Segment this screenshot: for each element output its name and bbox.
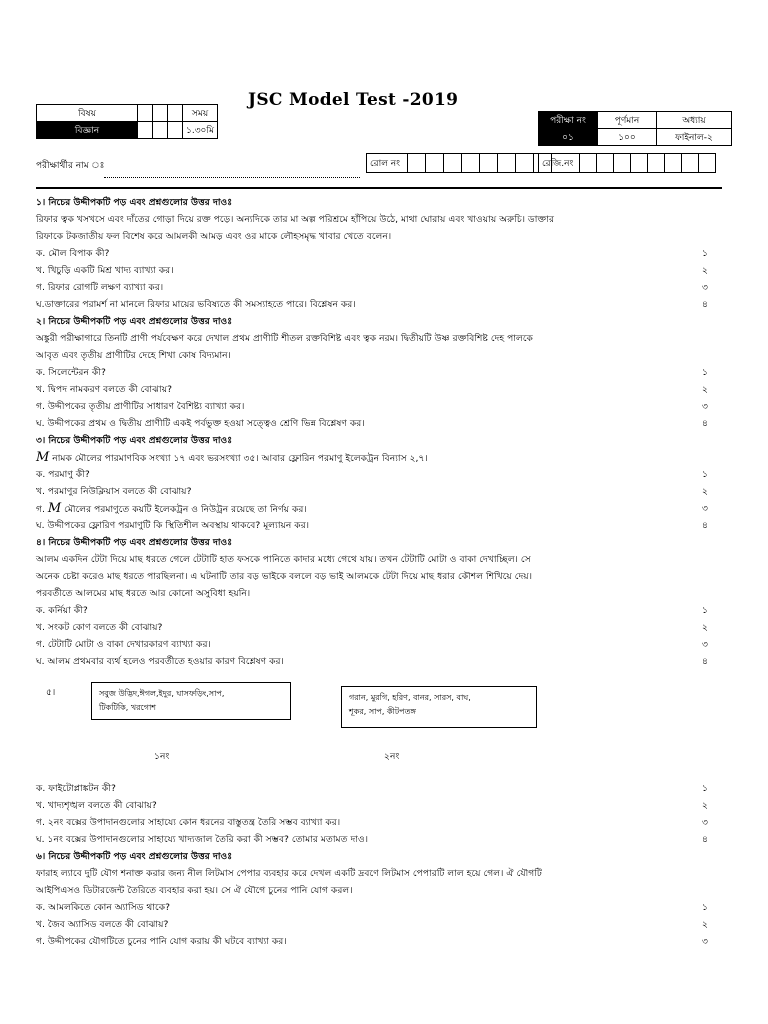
subject-value: বিজ্ঞান — [37, 122, 138, 139]
q6-stem-line: ফারাহ ল্যাবে দুটি যৌগ শনাক্ত করার জন্য নীল লিটমাস পেপার ব্যবহার করে দেখল একটি দ্রবণে লিটমাস পেপারটি লাল হয়ে গেল। ঐ যৌগটি — [36, 868, 542, 879]
q5-figure — [36, 670, 712, 780]
q4-item: খ. সংকট কোণ বলতে কী বোঝায়? ২ — [36, 622, 708, 633]
food-box-1: সবুজ উদ্ভিদ,ঈগল,ইদুর, ঘাসফড়িং,সাপ, টিকটিকি, খরগোশ — [91, 682, 291, 720]
q1-heading: ১। নিচের উদ্দীপকটি পড় এবং প্রশ্নগুলোর উত্তর দাওঃ — [36, 197, 233, 208]
page-title: JSC Model Test -2019 — [248, 90, 459, 110]
q6-item: খ. জৈব অ্যাসিড বলতে কী বোঝায়? ২ — [36, 919, 708, 930]
box-2-label: ২নং — [384, 751, 400, 762]
q5-item: খ. খাদ্যশৃঙ্খল বলতে কী বোঝায়? ২ — [36, 800, 708, 811]
q3-item: ঘ. উদ্দীপকের ফ্লোরিণ পরমাণুটি কি স্থিতিশীল অবস্থায় থাকবে? মূল্যায়ন কর। ৪ — [36, 520, 708, 531]
roll-label: রোল নং — [367, 154, 408, 173]
q4-item: ক. কর্নিয়া কী? ১ — [36, 605, 708, 616]
reg-box[interactable] — [538, 153, 716, 173]
q2-stem-line: আবৃত এবং তৃতীয় প্রাণীটির দেহে শিখা কোষ বিদ্যমান। — [36, 350, 231, 361]
q2-item: ক. সিলেন্টেরন কী? ১ — [36, 367, 708, 378]
chapter-label: অধ্যায় — [657, 112, 732, 129]
q3-item: খ. পরমাণুর নিউক্লিয়াস বলতে কী বোঝায়? ২ — [36, 486, 708, 497]
q5-item: ক. ফাইটোপ্লাঙ্কটন কী? ১ — [36, 783, 708, 794]
q1-item: ঘ.ডাক্তারের পরামর্শ না মানলে রিফার মায়ের ভবিষ্যতে কী সমস্যাহতে পারে। বিশ্লেষন কর। ৪ — [36, 299, 708, 310]
questions — [36, 194, 712, 950]
q5-item: ঘ. ১নং বক্সের উপাদানগুলোর সাহায্যে খাদ্যজাল তৈরি করা কী সম্ভব? তোমার মতামত দাও। ৪ — [36, 834, 708, 845]
q6-stem-line: আইপিএসও ডিটারজেন্ট তৈরিতে ব্যবহার করা হয়। সে ঐ যৌগে চুনের পানি যোগ করল। — [36, 885, 353, 896]
q6-heading: ৬। নিচের উদ্দীপকটি পড় এবং প্রশ্নগুলোর উত্তর দাওঃ — [36, 851, 233, 862]
reg-label: রেজি.নং — [539, 154, 580, 173]
q3-item: গ. M মৌলের পরমাণুতে কয়টি ইলেকট্রন ও নিউট্রন রয়েছে তা নির্ণয় কর। ৩ — [36, 501, 708, 516]
q2-item: গ. উদ্দীপকের তৃতীয় প্রাণীটির সাধারণ বৈশিষ্ট্য ব্যাখ্যা কর। ৩ — [36, 401, 708, 412]
q1-item: ক. মৌল বিপাক কী? ১ — [36, 248, 708, 259]
q3-item: ক. পরমাণু কী? ১ — [36, 469, 708, 480]
student-name-label: পরীক্ষার্থীর নাম ঃ — [36, 161, 105, 171]
exam-no-value: ০১ — [539, 129, 598, 146]
q5-number: ৫। — [46, 687, 56, 698]
q4-item: গ. টেটাটি মোটা ও বাকা দেখারকারণ ব্যাখ্যা কর। ৩ — [36, 639, 708, 650]
q4-stem-line: পরবর্তীতে আলমের মাছ ধরতে আর কোনো অসুবিধা হয়নি। — [36, 588, 251, 599]
subject-time-table — [36, 104, 218, 139]
q2-item: খ. দ্বিপদ নামকরণ বলতে কী বোঝায়? ২ — [36, 384, 708, 395]
q1-item: গ. রিফার রোগটি লক্ষণ ব্যাখ্যা কর। ৩ — [36, 282, 708, 293]
q2-item: ঘ. উদ্দীপকের প্রথম ও দ্বিতীয় প্রাণীটি একই পর্বভুক্ত হওয়া সত্ত্বেও শ্রেণি ভিন্ন বিশ্লেষণ কর। ৪ — [36, 418, 708, 429]
q5-item: গ. ২নং বক্সের উপাদানগুলোর সাহায্যে কোন ধরনের বাস্তুতন্ত্র তৈরি সম্ভব ব্যাখ্যা কর। ৩ — [36, 817, 708, 828]
time-value: ১.৩০মি — [183, 122, 218, 139]
chapter-value: ফাইনাল-২ — [657, 129, 732, 146]
box-1-label: ১নং — [154, 751, 170, 762]
exam-info-table — [538, 111, 732, 146]
q6-item: গ. উদ্দীপকের যৌগটিতে চুনের পানি যোগ করায় কী ঘটবে ব্যাখ্যা কর। ৩ — [36, 936, 708, 947]
q4-stem-line: আলম একদিন টেটা দিয়ে মাছ ধরতে গেলে টেটাটি হাত ফসকে পানিতে কাদার মধ্যে গেথে যায়। তখন টেটাটি মোটা ও বাকা দেখাচ্ছিল। সে — [36, 554, 531, 565]
full-marks-value: ১০০ — [598, 129, 657, 146]
q3-heading: ৩। নিচের উদ্দীপকটি পড় এবং প্রশ্নগুলোর উত্তর দাওঃ — [36, 435, 233, 446]
q1-item: খ. খিচুড়ি একটি মিশ্র খাদ্য ব্যাখ্যা কর। ২ — [36, 265, 708, 276]
roll-box[interactable] — [366, 153, 552, 173]
element-symbol: M — [36, 450, 50, 465]
q1-stem-line: রিফাকে টকজাতীয় ফল বিশেষ করে আমলকী আমড় এবং ওর মাকে লৌহসমৃদ্ধ খাবার খেতে বলেন। — [36, 231, 392, 242]
subject-label: বিষয় — [37, 105, 138, 122]
q4-stem-line: অনেক চেষ্টা করেও মাছ ধরতে পারছিলনা। এ ঘটনাটি তার বড় ভাইকে বললে বড় ভাই আলমকে টেটা দিয়ে মাছ ধরার কৌশল শিখিয়ে দেয়। — [36, 571, 532, 582]
q2-heading: ২। নিচের উদ্দীপকটি পড় এবং প্রশ্নগুলোর উত্তর দাওঃ — [36, 316, 233, 327]
time-label: সময় — [183, 105, 218, 122]
header-divider — [36, 187, 722, 189]
student-name-field[interactable] — [104, 177, 360, 178]
full-marks-label: পূর্ণমান — [598, 112, 657, 129]
q1-stem-line: রিফার ত্বক খসখসে এবং দাঁতের গোড়া দিয়ে রক্ত পড়ে। অন্যদিকে তার মা অল্প পরিশ্রমে হাঁপিয়ে উঠে, মাথা ঘোরায় এবং খাওয়ায় অরুচি। ডাক্তার — [36, 214, 555, 225]
q3-stem: M নামক মৌলের পারমাণবিক সংখ্যা ১৭ এবং ভরসংখ্যা ৩৫। আবার ফ্লোরিন পরমাণু ইলেকট্রন বিন্যাস ২,৭। — [36, 450, 428, 465]
q4-heading: ৪। নিচের উদ্দীপকটি পড় এবং প্রশ্নগুলোর উত্তর দাওঃ — [36, 537, 233, 548]
exam-no-label: পরীক্ষা নং — [539, 112, 598, 129]
food-box-2: গরান, মুরগি, হরিণ, বানর, সারস, বাঘ, শূকর, সাপ, কীটপতঙ্গ — [341, 686, 537, 728]
q6-item: ক. আমলকিতে কোন অ্যাসিড থাকে? ১ — [36, 902, 708, 913]
element-symbol: M — [47, 501, 62, 516]
q4-item: ঘ. আলম প্রথমবার ব্যর্থ হলেও পরবর্তীতে হওয়ার কারণ বিশ্লেষণ কর। ৪ — [36, 656, 708, 667]
q2-stem-line: অঙ্কুরী পরীক্ষাগারে তিনটি প্রাণী পর্যবেক্ষণ করে দেখাল প্রথম প্রাণীটি শীতল রক্তবিশিষ্ট এবং ত্বক নরম। দ্বিতীয়টি উষ্ণ রক্তবিশিষ্ট দেহ পালকে — [36, 333, 533, 344]
